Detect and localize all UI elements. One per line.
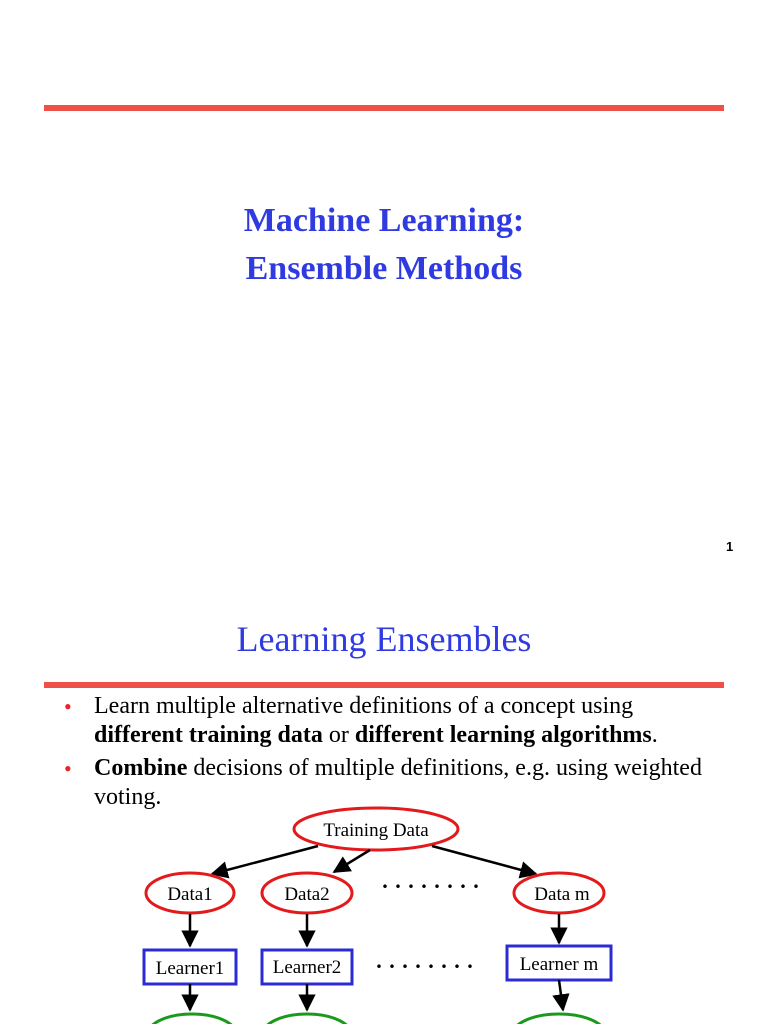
training-data-label: Training Data: [323, 820, 429, 841]
section-title: Learning Ensembles: [236, 619, 532, 659]
arrow-learnerm-modelm: [559, 980, 563, 1010]
arrow-root-data2: [334, 850, 370, 872]
arrow-root-data1: [212, 846, 318, 874]
bullet-text: or: [322, 722, 355, 748]
data-node-m-label: Data m: [534, 884, 590, 905]
data-node-2-label: Data2: [284, 884, 330, 905]
bullet-text: decisions of multiple definitions, e.g. using weighted voting.: [94, 755, 702, 810]
bullet-icon: •: [64, 694, 72, 719]
learner-ellipsis: . . . . . . . .: [376, 948, 474, 973]
model-node-1: [148, 1014, 236, 1024]
model-node-2: [263, 1014, 351, 1024]
learner-box-1-label: Learner1: [155, 958, 225, 979]
bullet-bold-text: different training data: [94, 722, 323, 748]
bullet-bold-text: different learning algorithms: [354, 722, 652, 748]
data-node-1-label: Data1: [167, 884, 213, 905]
page-number: 1: [726, 539, 734, 554]
learner-box-m-label: Learner m: [519, 954, 599, 975]
title-line-2: Ensemble Methods: [245, 250, 523, 287]
bullet-bold-text: Combine: [94, 755, 188, 781]
data-ellipsis: . . . . . . . .: [382, 868, 480, 893]
title-line-1: Machine Learning:: [243, 202, 525, 239]
bullet-text: .: [651, 722, 658, 748]
bullet-icon: •: [64, 756, 72, 781]
model-node-m: [513, 1014, 605, 1024]
bullet-text: Learn multiple alternative definitions of a concept using: [94, 693, 634, 719]
learner-box-2-label: Learner2: [272, 957, 342, 978]
